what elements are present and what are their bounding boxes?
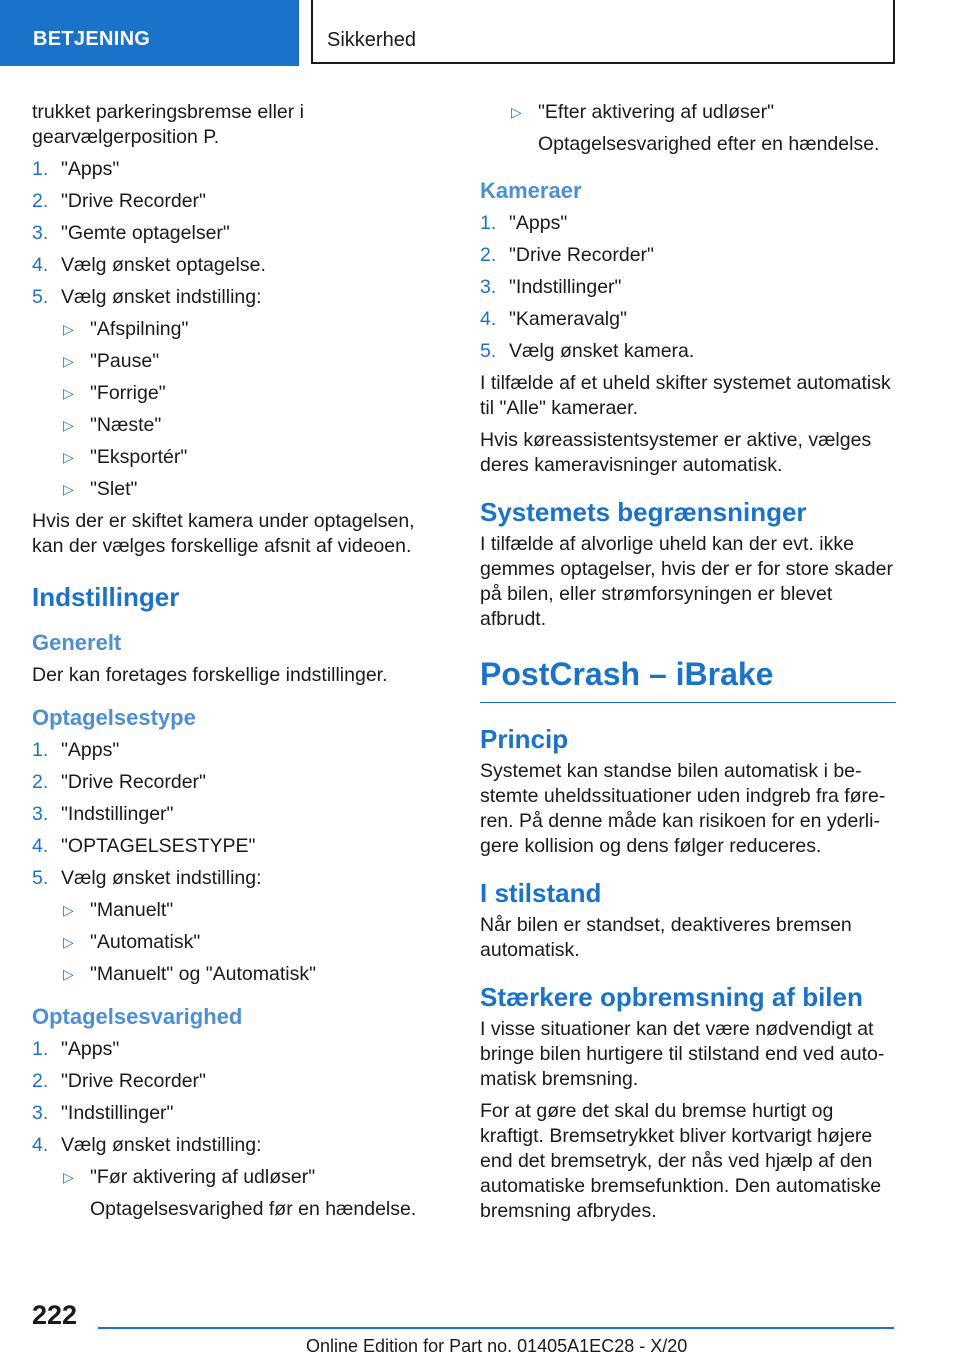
heading-cameras: Kameraer — [480, 178, 582, 203]
footer-divider — [98, 1327, 894, 1329]
triangle-bullet-icon: ▷ — [63, 449, 74, 465]
triangle-bullet-icon: ▷ — [63, 353, 74, 369]
list-item: 2. "Drive Recorder" — [480, 244, 654, 266]
option-description: Optagelsesvarighed efter en hændelse. — [538, 133, 880, 155]
triangle-bullet-icon: ▷ — [63, 1169, 74, 1185]
options-list-recording-type — [32, 898, 444, 987]
section-tab: BETJENING — [0, 0, 299, 66]
option-description: Optagelsesvarighed før en hændelse. — [90, 1198, 417, 1220]
triangle-bullet-icon: ▷ — [63, 966, 74, 982]
general-text: Der kan foretages forskellige indstillinger. — [32, 664, 388, 686]
step-number: 1. — [32, 158, 49, 180]
step-number: 2. — [32, 1070, 49, 1092]
list-item: 1. "Apps" — [32, 158, 120, 180]
camera-switch-note: Hvis der er skiftet kamera under optagelsen, kan der vælges forskellige afsnit af videoen. — [32, 510, 415, 557]
heading-standstill: I stilstand — [480, 878, 602, 908]
list-item: 1. "Apps" — [32, 1038, 120, 1060]
triangle-bullet-icon: ▷ — [63, 934, 74, 950]
step-number: 2. — [32, 771, 49, 793]
chapter-tab: Sikkerhed — [311, 0, 895, 64]
step-number: 1. — [480, 212, 497, 234]
list-item: ▷ "Eksportér" — [63, 446, 188, 468]
heading-general: Generelt — [32, 630, 122, 655]
heading-principle: Princip — [480, 724, 569, 754]
triangle-bullet-icon: ▷ — [63, 321, 74, 337]
heading-system-limits: Systemets begrænsninger — [480, 497, 807, 527]
standstill-text: Når bilen er standset, deaktiveres bremsen automatisk. — [480, 914, 852, 961]
step-number: 5. — [32, 867, 49, 889]
list-item: 3. "Indstillinger" — [480, 276, 622, 298]
list-item: ▷ "Efter aktivering af udløser" — [511, 101, 775, 123]
stronger-text-2: For at gøre det skal du bremse hurtigt og kraftigt. Bremsetrykket bliver kortvarigt højere end det bremsetryk, der nås ved hjælp af den automatiske bremsefunktion. Den automatiske bremsning afbrydes. — [480, 1100, 882, 1222]
heading-recording-type: Optagelsestype — [32, 705, 196, 730]
list-item: ▷ "Før aktivering af udløser" — [63, 1166, 316, 1188]
step-number: 4. — [32, 254, 49, 276]
list-item: 4. "Kameravalg" — [480, 308, 627, 330]
list-item: ▷ "Afspilning" — [63, 318, 189, 340]
step-number: 4. — [480, 308, 497, 330]
list-item: ▷ "Manuelt" — [63, 899, 174, 921]
heading-postcrash: PostCrash – iBrake — [480, 654, 896, 703]
triangle-bullet-icon: ▷ — [63, 902, 74, 918]
page-number: 222 — [32, 1300, 78, 1330]
step-number: 5. — [32, 286, 49, 308]
heading-stronger-braking: Stærkere opbremsning af bilen — [480, 982, 863, 1012]
list-item: ▷ "Forrige" — [63, 382, 166, 404]
intro-text: trukket parkeringsbremse eller i gearvælgerposition P. — [32, 101, 305, 148]
steps-list-cameras — [480, 211, 896, 364]
step-number: 1. — [32, 1038, 49, 1060]
list-item: 2. "Drive Recorder" — [32, 1070, 206, 1092]
list-item: ▷ "Manuelt" og "Automatisk" — [63, 963, 317, 985]
edition-text: Online Edition for Part no. 01405A1EC28 - X/20 — [306, 1336, 688, 1356]
list-item: 2. "Drive Recorder" — [32, 190, 206, 212]
limits-text: I tilfælde af alvorlige uheld kan der evt. ikke gemmes optagelser, hvis der er for store skader på bilen, eller strømforsyningen er blevet afbrudt. — [480, 533, 893, 630]
steps-list-playback — [32, 157, 444, 310]
list-item: 1. "Apps" — [32, 739, 120, 761]
step-number: 1. — [32, 739, 49, 761]
right-column — [480, 100, 896, 1231]
triangle-bullet-icon: ▷ — [511, 104, 522, 120]
list-item: 5. Vælg ønsket indstilling: — [32, 286, 262, 308]
list-item: ▷ "Pause" — [63, 350, 160, 372]
step-number: 4. — [32, 1134, 49, 1156]
list-item: ▷ "Automatisk" — [63, 931, 201, 953]
triangle-bullet-icon: ▷ — [63, 417, 74, 433]
step-number: 3. — [32, 222, 49, 244]
options-list-duration-cont — [480, 100, 896, 125]
heading-settings: Indstillinger — [32, 582, 180, 612]
list-item: 4. "OPTAGELSESTYPE" — [32, 835, 256, 857]
camera-note-accident: I tilfælde af et uheld skifter systemet automatisk til "Alle" kameraer. — [480, 372, 891, 419]
list-item: 4. Vælg ønsket optagelse. — [32, 254, 266, 276]
list-item: 2. "Drive Recorder" — [32, 771, 206, 793]
page-header — [0, 0, 960, 66]
list-item: 3. "Indstillinger" — [32, 1102, 174, 1124]
list-item: 5. Vælg ønsket kamera. — [480, 340, 695, 362]
principle-text: Systemet kan standse bilen automatisk i bestemte uheldssituationer uden indgreb fra føreren. På denne måde kan risikoen for en yderligere kollision og dens følger reduceres. — [480, 760, 886, 857]
list-item: 1. "Apps" — [480, 212, 568, 234]
step-number: 4. — [32, 835, 49, 857]
step-number: 3. — [32, 803, 49, 825]
heading-recording-duration: Optagelsesvarighed — [32, 1004, 243, 1029]
list-item: 3. "Gemte optagelser" — [32, 222, 230, 244]
step-number: 3. — [480, 276, 497, 298]
options-list-recording-duration — [32, 1165, 444, 1190]
step-number: 5. — [480, 340, 497, 362]
camera-note-assist: Hvis køreassistentsystemer er aktive, vælges deres kameravisninger automatisk. — [480, 429, 872, 476]
list-item: ▷ "Slet" — [63, 478, 138, 500]
step-number: 3. — [32, 1102, 49, 1124]
triangle-bullet-icon: ▷ — [63, 481, 74, 497]
list-item: 5. Vælg ønsket indstilling: — [32, 867, 262, 889]
steps-list-recording-duration — [32, 1037, 444, 1158]
triangle-bullet-icon: ▷ — [63, 385, 74, 401]
stronger-text-1: I visse situationer kan det være nødvendigt at bringe bilen hurtigere til stilstand end ved automatisk bremsning. — [480, 1018, 885, 1090]
list-item: 4. Vælg ønsket indstilling: — [32, 1134, 262, 1156]
options-list-playback — [32, 317, 444, 502]
step-number: 2. — [480, 244, 497, 266]
left-column — [32, 100, 444, 1229]
steps-list-recording-type — [32, 738, 444, 891]
list-item: 3. "Indstillinger" — [32, 803, 174, 825]
step-number: 2. — [32, 190, 49, 212]
list-item: ▷ "Næste" — [63, 414, 162, 436]
